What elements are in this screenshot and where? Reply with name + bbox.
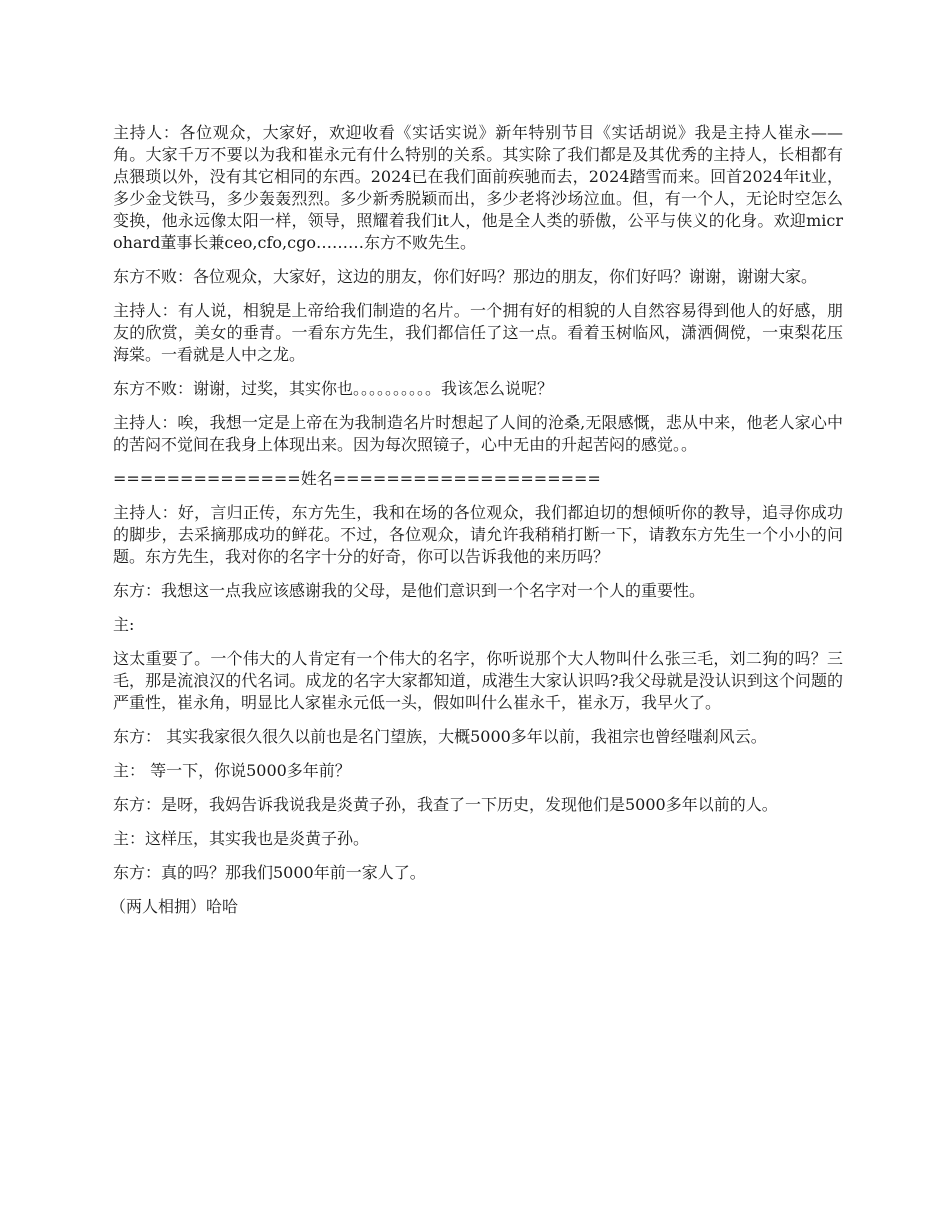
- paragraph-host-lament: 主持人：唉，我想一定是上帝在为我制造名片时想起了人间的沧桑,无限感慨，悲从中来，他老人家心中的苦闷不觉间在我身上体现出来。因为每次照镜子，心中无由的升起苦闷的感觉。。: [113, 413, 843, 454]
- paragraph-dongfang-greeting: 东方不败：各位观众，大家好，这边的朋友，你们好吗？那边的朋友，你们好吗？谢谢，谢谢大家。: [113, 267, 818, 286]
- paragraph-host-appearance: 主持人：有人说，相貌是上帝给我们制造的名片。一个拥有好的相貌的人自然容易得到他人的好感，朋友的欣赏，美女的垂青。一看东方先生，我们都信任了这一点。看着玉树临风，潇洒倜傥，一束梨花压海棠。一看就是人中之龙。: [113, 301, 843, 364]
- section-divider-name: ==============姓名====================: [113, 469, 601, 488]
- paragraph-host-interrupt: 主： 等一下，你说5000多年前？: [113, 761, 351, 780]
- paragraph-host-question: 主持人：好，言归正传，东方先生，我和在场的各位观众，我们都迫切的想倾听你的教导，追寻你成功的脚步，去采摘那成功的鲜花。不过，各位观众，请允许我稍稍打断一下，请教东方先生一个小小的问题。东方先生，我对你的名字十分的好奇，你可以告诉我他的来历吗？: [113, 503, 843, 566]
- document-page: [110, 122, 843, 930]
- paragraph-dongfang-ancestors: 东方：是呀，我妈告诉我说我是炎黄子孙，我查了一下历史，发现他们是5000多年以前的人。: [113, 795, 778, 814]
- paragraph-host-also: 主：这样压，其实我也是炎黄子孙。: [113, 829, 370, 848]
- paragraph-dongfang-thanks: 东方不败：谢谢，过奖，其实你也。。。。。。。。。。我该怎么说呢？: [113, 379, 554, 398]
- paragraph-host-intro: 主持人：各位观众，大家好，欢迎收看《实话实说》新年特别节目《实话胡说》我是主持人崔永——角。大家千万不要以为我和崔永元有什么特别的关系。其实除了我们都是及其优秀的主持人，长相都有点猥琐以外，没有其它相同的东西。2024已在我们面前疾驰而去，2024踏雪而来。回首2024年it业，多少金戈铁马，多少轰轰烈烈。多少新秀脱颖而出，多少老将沙场泣血。但，有一个人，无论时空怎么变换，他永远像太阳一样，领导，照耀着我们it人，他是全人类的骄傲，公平与侠义的化身。欢迎microhard董事长兼ceo,cfo,cgo………东方不败先生。: [113, 123, 843, 252]
- paragraph-dongfang-parents: 东方：我想这一点我应该感谢我的父母，是他们意识到一个名字对一个人的重要性。: [113, 581, 706, 600]
- paragraph-stage-direction: （两人相拥）哈哈: [110, 897, 239, 916]
- paragraph-dongfang-family: 东方： 其实我家很久很久以前也是名门望族，大概5000多年以前，我祖宗也曾经嗤刹风云。: [113, 727, 767, 746]
- paragraph-host-label: 主:: [113, 615, 135, 634]
- paragraph-host-name-importance: 这太重要了。一个伟大的人肯定有一个伟大的名字，你听说那个大人物叫什么张三毛，刘二狗的吗？三毛，那是流浪汉的代名词。成龙的名字大家都知道，成港生大家认识吗?我父母就是没认识到这个问题的严重性，崔永角，明显比人家崔永元低一头，假如叫什么崔永千，崔永万，我早火了。: [113, 649, 843, 712]
- paragraph-dongfang-family-reunion: 东方：真的吗？那我们5000年前一家人了。: [113, 863, 426, 882]
